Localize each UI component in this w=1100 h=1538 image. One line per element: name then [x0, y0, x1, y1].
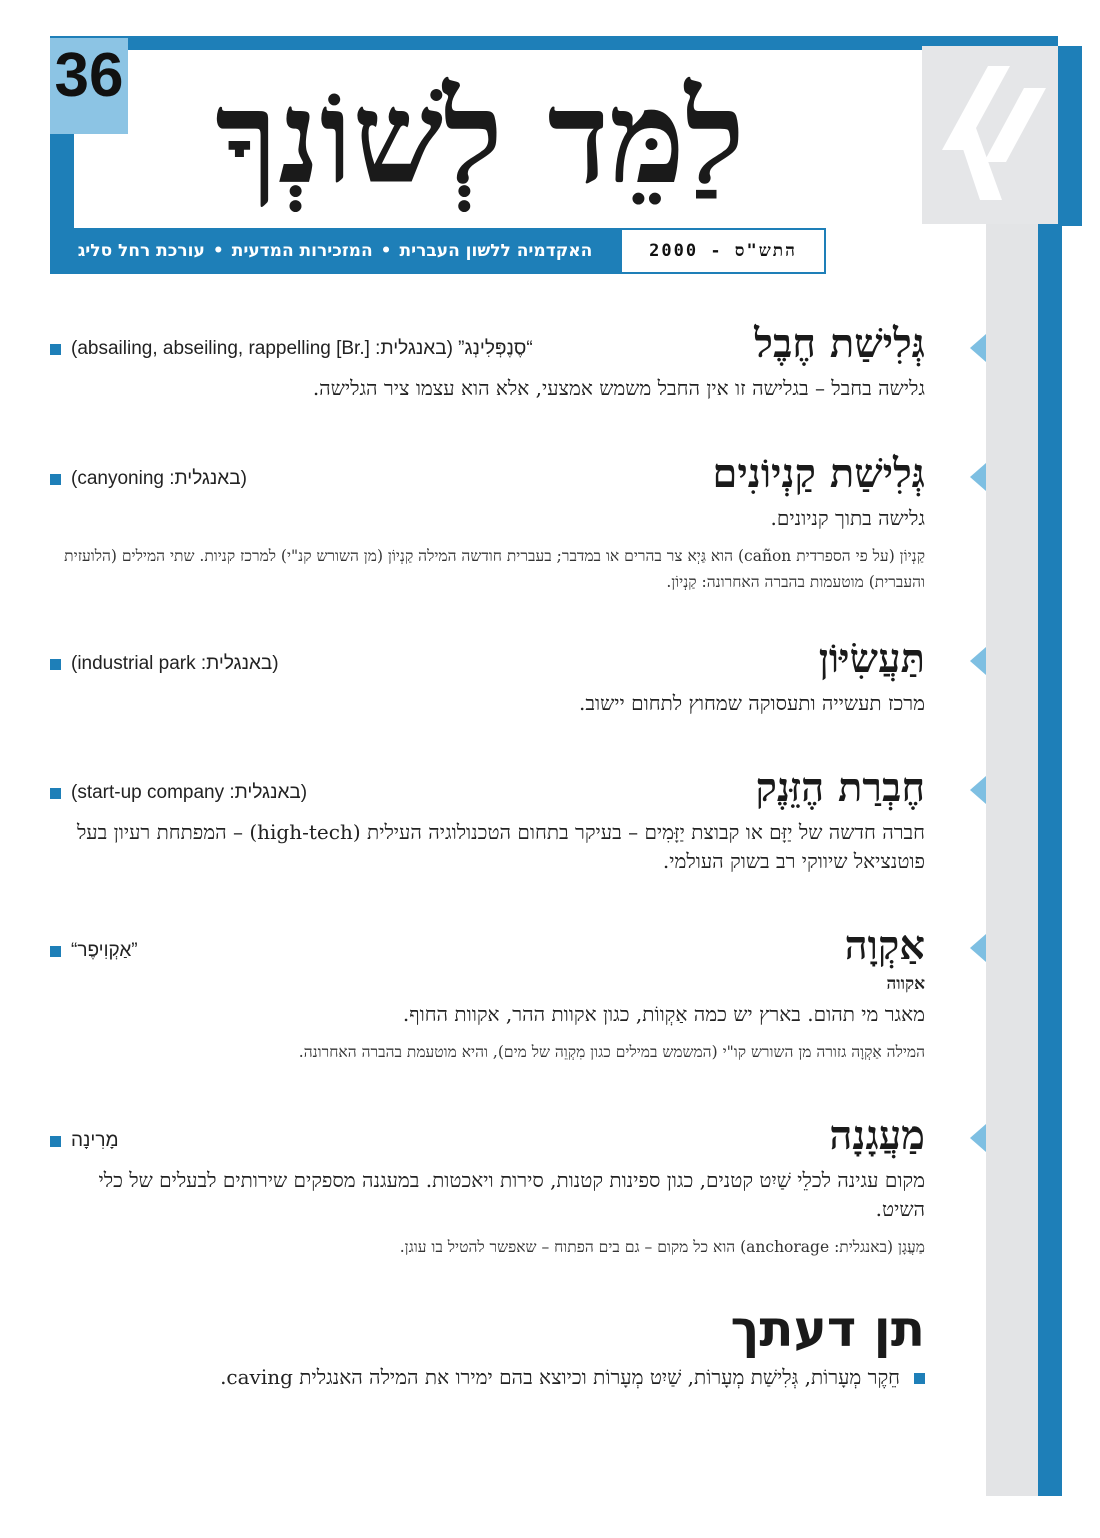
entry-term: תַּעֲשִׂיּוֹן — [818, 635, 925, 682]
entry-english-text: (industrial park :באנגלית) — [71, 653, 279, 674]
entry-pointer-icon — [970, 463, 986, 491]
entry-term: אַקְוָה — [844, 922, 925, 969]
entry-english-text: ”אַקְוִיפֶר“ — [71, 940, 138, 961]
entry-definition: מרכז תעשייה ותעסוקה שמחוץ לתחום יישוב. — [579, 691, 925, 715]
square-bullet-icon — [50, 344, 61, 355]
academy-logo-icon — [940, 58, 1050, 208]
entry-term: חֶבְרַת הֶזֵּנֶק — [755, 764, 925, 811]
side-strip-blue — [1038, 224, 1062, 1496]
editor-name: עורכת רחל סליג — [77, 241, 205, 261]
entry-abseiling — [50, 318, 925, 403]
entry-definition: חברה חדשה של יַזָּם או קבוצת יַזָּמִים – בעיקר בתחום הטכנולוגיה העילית (high-tech) – המפתחת רעיון בעל פוטנציאל שיווקי רב בשוק העולמי. — [76, 820, 925, 873]
side-strip-gray — [986, 224, 1038, 1496]
square-bullet-icon — [914, 1373, 925, 1384]
entry-startup — [50, 762, 925, 876]
square-bullet-icon — [50, 1136, 61, 1147]
entry-term: מַעֲגָנָה — [829, 1112, 925, 1159]
entry-note: מַעֲגָן (באנגלית: anchorage) הוא כל מקום – גם בים הפתוח – שאפשר להטיל בו עוגן. — [399, 1238, 925, 1256]
entry-marina — [50, 1110, 925, 1260]
masthead-title: לַמֵּד לְשׁוֹנְךָ — [215, 63, 745, 213]
separator-dot: • — [380, 241, 392, 261]
year-label: התש"ס - 2000 — [620, 228, 826, 274]
separator-dot: • — [212, 241, 224, 261]
entry-english — [50, 782, 307, 804]
entry-term: גְּלִישַׁת קַנְיוֹנִים — [712, 450, 925, 497]
entry-english — [50, 940, 138, 962]
entry-pointer-icon — [970, 776, 986, 804]
publisher-secretariat: המזכירות המדעית — [231, 241, 373, 261]
entry-english-text: (canyoning :באנגלית) — [71, 468, 247, 489]
section-text — [50, 1362, 925, 1392]
entry-definition: מאגר מי תהום. בארץ יש כמה אַקְווֹת, כגון אקוות ההר, אקוות החוף. — [402, 1002, 925, 1026]
entry-pointer-icon — [970, 334, 986, 362]
entry-english-text: (absailing, abseiling, rappelling [Br.] :באנגלית) ”סֶנֶפְּלִינְג“ — [71, 338, 533, 359]
entry-english — [50, 338, 533, 360]
entry-note: קַנְיוֹן (על פי הספרדית cañon) הוא גַּיְא צר בהרים או במדבר; בעברית חודשה המילה קַנְיוֹן (מן השורש קנ"י) למרכז קניות. שתי המילים (הלועזית והעברית) מוטעמות בהברה האחרונה: קַנְיוֹן. — [64, 547, 925, 591]
entry-note: המילה אַקְוָה גזורה מן השורש קו"י (המשמש במילים כגון מִקְוֵה של מים), והיא מוטעמת בהברה האחרונה. — [298, 1043, 925, 1061]
square-bullet-icon — [50, 659, 61, 670]
entry-pointer-icon — [970, 647, 986, 675]
entry-english — [50, 653, 279, 675]
entry-english — [50, 1130, 119, 1152]
entry-definition: גלישה בתוך קניונים. — [770, 506, 925, 530]
section-title: תן דעתך — [730, 1300, 925, 1358]
entry-pointer-icon — [970, 934, 986, 962]
entry-definition: מקום עגינה לכלֵי שַׁיִט קטנים, כגון ספינות קטנות, סירות ויאכטות. במעגנה מספקים שירותים לבעלים של כלי השיט. — [98, 1168, 925, 1221]
issue-number: 36 — [54, 41, 124, 110]
entry-subterm: אקווה — [886, 974, 925, 994]
section-text-content: חֵקֶר מְעָרוֹת, גְּלִישַׁת מְעָרוֹת, שַׁיִט מְעָרוֹת וכיוצא בהם ימירו את המילה האנגלית caving. — [220, 1365, 900, 1389]
publisher-academy: האקדמיה ללשון העברית — [399, 241, 593, 261]
entry-pointer-icon — [970, 1124, 986, 1152]
entry-term: גְּלִישַׁת חֶבֶל — [754, 320, 925, 367]
header-frame-right — [1058, 46, 1082, 226]
entry-english-text: מָרִינָה — [71, 1130, 119, 1151]
entry-english — [50, 468, 247, 490]
entry-canyoning — [50, 448, 925, 595]
entry-aquifer — [50, 920, 925, 1065]
entry-english-text: (start-up company :באנגלית) — [71, 782, 308, 803]
square-bullet-icon — [50, 946, 61, 957]
publisher-bar — [50, 228, 620, 274]
square-bullet-icon — [50, 788, 61, 799]
square-bullet-icon — [50, 474, 61, 485]
entry-definition: גלישה בחבל – בגלישה זו אין החבל משמש אמצעי, אלא הוא עצמו ציר הגלישה. — [312, 376, 925, 400]
entry-industrial-park — [50, 633, 925, 718]
